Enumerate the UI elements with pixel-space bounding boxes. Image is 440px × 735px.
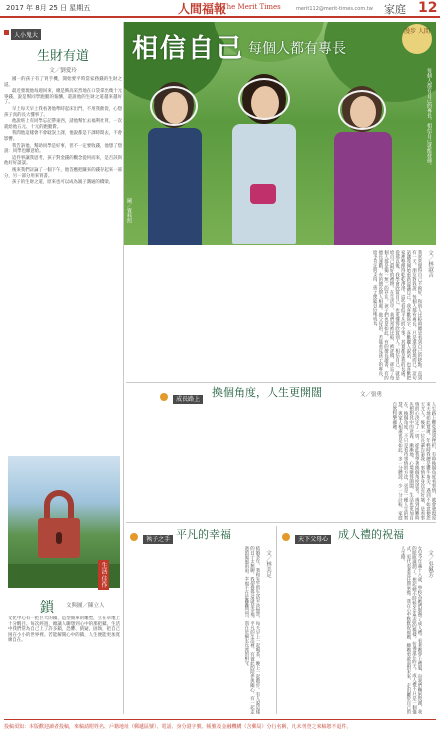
section-marker-icon xyxy=(4,30,9,35)
section-divider xyxy=(126,522,436,523)
mid-article-byline: 文／張勇 xyxy=(360,392,383,398)
mid-article-title: 換個角度，人生更開闊 xyxy=(212,386,322,399)
left-article-title: 生財有道 xyxy=(36,49,89,64)
top-article-byline: 文／林淑音 xyxy=(427,250,433,278)
hero-subtitle: 每個人都有專長 xyxy=(248,41,346,57)
bottom-mid-title: 平凡的幸福 xyxy=(176,528,231,541)
lock-article-label: 生活 佳作 xyxy=(100,562,107,588)
paragraph: 我告訴他，幫助同學是好事，但不一定要收錢，他想了想說：同學也願意給。 xyxy=(4,143,122,155)
lock-article-body: 文化中心有一把巨大的鎖，造型簡單的雕塑，立在草地上十分醒目。每次經過，總讓人聯想到心中的那把鎖。生活中我們常為自己上了許多鎖，恐懼、猜疑、固執，把自己困在小小的世界裡。若能解開心中的鎖，人生便能更加寬廣自在。 xyxy=(8,616,120,644)
paragraph: 後來我們討論了一個下午，他答應把賺來的錢存起來一部分，另一部分用來買書。 xyxy=(4,167,122,179)
paragraph: 這件事讓我思考，孩子對金錢的觀念從何而來，是否該與他好好談談。 xyxy=(4,155,122,167)
lock-article-title: 鎖 xyxy=(40,600,54,616)
section-divider xyxy=(126,382,436,383)
paragraph: 他說班上有同學忘記帶東西，請他幫忙去福利社買，一次就給他五元、十元的跑腿費。 xyxy=(4,119,122,130)
mid-article-body: 人生路上難免遇到挫折，有時換個角度看事情，就會發現原來天地如此寬廣。年輕時我總是鑽牛角尖，遇到不如意便怨天尤人。後來一位長輩告訴我：事情本身沒有好壞，是看事情的心決定了一切。從此我學著換個角度思考，遇到困難時先想想其中的意義，漸漸地，心境變得開闊，生活也更加自在。換個角度，不只是看待事情的方法，更是一種人生的智慧。與家人相處也是如此，多一分體諒，少一分計較，家庭自然和樂融融。 xyxy=(391,402,436,520)
top-article-body: 我常常覺得自己不夠好，和別人比較時總是看到自己的缺點。直到有一天，朋友對我說：每個人都有專長，只是還沒發現而已。這句話讓我開始重新認識自己。我喜歡寫字、喜歡聽人說話，也喜歡把家裡整理得乾乾淨淨。這些看似平凡的小事，其實都是我的長處。從那以後，我學會欣賞自己，也更懂得欣賞別人。相信自己，就是給自己最好的禮物。在生活中，我們常被比較、被評價，卻忘了每個人都是獨一無二的存在。孩子們也是如此，有的擅長讀書，有的擅長運動，有的擅長與人相處。做父母的，若能看見孩子的專長，給予肯定與支持，孩子便能自信地成長。 xyxy=(372,250,422,380)
hero-title: 相信自己 xyxy=(132,34,245,64)
bottom-mid-body: 結婚多年，我和先生的生活平淡無奇，每天早上一起喝茶，晚上一起散步。有人說這樣的日子太無聊，我卻覺得這就是幸福。平凡的生活裡，有彼此的陪伴與關心，有一起走過的風風雨雨。幸福不在於轟轟烈烈，而在於細水長流的相守。 xyxy=(243,546,260,714)
bottom-right-header xyxy=(282,526,331,545)
lock-article-byline: 文與圖／陳立人 xyxy=(66,603,105,609)
bottom-right-byline: 文／吳佩芳 xyxy=(427,550,433,578)
newspaper-logo[interactable]: 人間福報 xyxy=(178,2,227,16)
submission-notice: 投稿須知：本版歡迎讀者投稿，來稿請附姓名、戶籍地址（郵遞區號）、電話、身分證字號、帳號及金融機構（含郵局）分行名稱，凡未刊登之來稿恕不退件。 xyxy=(4,719,436,731)
left-article-body xyxy=(4,77,122,186)
page-number: 12 xyxy=(418,0,438,16)
flower-icon xyxy=(282,533,290,541)
flower-icon xyxy=(130,533,138,541)
bottom-mid-byline: 文／林美足 xyxy=(265,550,271,578)
paragraph: 孩子的生財之道，原來也可以成為親子溝通的橋梁。 xyxy=(12,180,113,186)
newspaper-logo-en: The Merit Times xyxy=(222,3,281,11)
left-article-byline: 文／劉愛玲 xyxy=(49,68,77,74)
headphones-icon xyxy=(238,78,290,120)
bottom-mid-header xyxy=(130,526,173,545)
contact-email[interactable]: merit112@merit-times.com.tw xyxy=(296,6,373,12)
flower-icon xyxy=(160,393,168,401)
paragraph: 最近發現他每週回來，總是興高采烈地在口袋拿出幾十元零錢，說是幫同學跑腿的報酬，還說他的生財之道越來越好了。 xyxy=(4,89,122,106)
photo-credit: 圖／資料照 xyxy=(126,198,132,223)
mid-article-tag: 成長路上 xyxy=(173,395,203,404)
paragraph: 早上每天早上我看著他準時起床出門，不用我催促，心想孩子真的長大懂事了。 xyxy=(4,106,122,118)
headphones-icon xyxy=(338,90,386,130)
bottom-mid-tag: 執子之手 xyxy=(143,535,173,544)
section-name: 家庭 xyxy=(384,3,406,16)
paragraph: 我問他這樣會不會耽誤上課，他說都是下課時間去，不會影響。 xyxy=(4,131,122,142)
issue-date: 2017 年 8月 25 日 星期五 xyxy=(6,4,91,12)
bottom-right-body: 女兒今年滿十八歲，學校為她們舉辦了成人禮。看著她穿上禮服，向我們鞠躬致謝，我的眼眶濕潤了。想起她小時候牙牙學語的模樣，彷彿還在昨天。成人禮不只是一個儀式，更代表著責任與承擔。我在心中默默祝福她，願她勇敢面對未來，走出屬於自己的人生路。 xyxy=(400,546,422,714)
keyhole xyxy=(56,532,62,544)
headphones-icon xyxy=(150,86,198,126)
hero-caption: 每個人都有自己的專長，相信自己就能發揮。 xyxy=(426,68,432,168)
bottom-right-tag: 天下父母心 xyxy=(295,535,331,544)
handbag xyxy=(250,184,276,204)
column-badge: 漫步 人間 xyxy=(402,24,432,54)
column-divider xyxy=(276,526,277,714)
bottom-right-title: 成人禮的祝福 xyxy=(338,528,404,541)
left-article-tag: 人小鬼大 xyxy=(11,29,41,40)
paragraph: 國一的孩子有了買手機，開始要平時當家務錢的生財之道。 xyxy=(4,77,122,88)
